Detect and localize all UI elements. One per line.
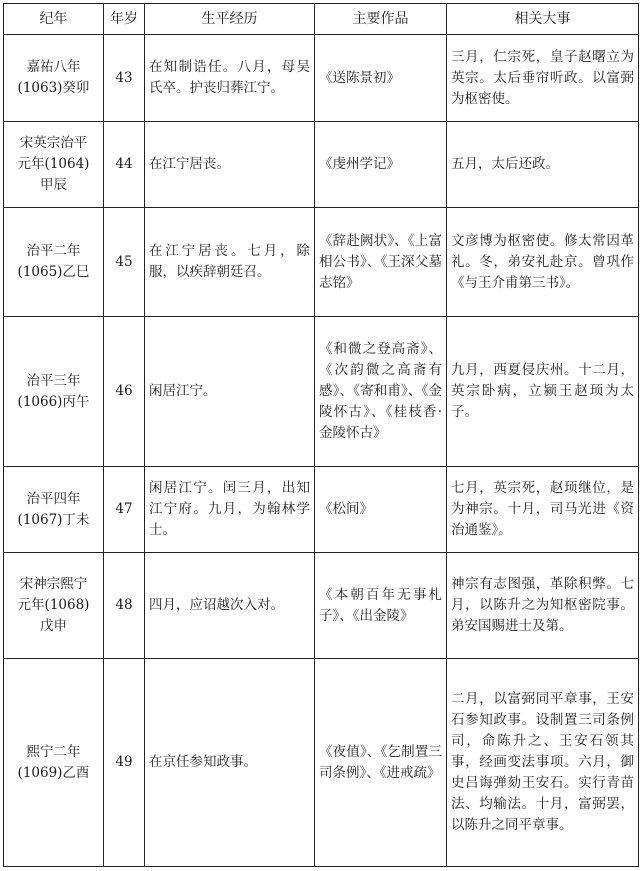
era-line: 宋神宗熙宁 [19, 576, 88, 592]
header-events: 相关大事 [447, 4, 639, 35]
age-cell: 48 [104, 553, 145, 659]
events-cell: 五月，太后还政。 [447, 122, 639, 208]
era-line: 宋英宗治平 [19, 135, 88, 151]
events-cell: 文彦博为枢密使。修太常因革礼。冬，弟安礼赴京。曾巩作《与王介甫第三书》。 [447, 208, 639, 317]
events-cell: 二月，以富弼同平章事，王安石参知政事。设制置三司条例司，命陈升之、王安石领其事，经画变法事项。六月，御史吕诲弹劾王安石。实行青苗法、均输法。十月，富弼罢，以陈升之同平章事。 [447, 659, 639, 867]
table-row [4, 467, 639, 553]
biography-cell: 四月，应诏越次入对。 [145, 553, 315, 659]
header-works: 主要作品 [315, 4, 447, 35]
age-cell: 46 [104, 317, 145, 467]
events-cell: 九月，西夏侵庆州。十二月，英宗卧病，立颍王赵顼为太子。 [447, 317, 639, 467]
era-line: (1063)癸卯 [17, 80, 90, 96]
era-cell [4, 208, 104, 317]
era-line: 治平三年 [26, 372, 81, 389]
era-cell [4, 659, 104, 867]
era-cell [4, 35, 104, 122]
era-cell [4, 467, 104, 553]
era-line: (1067)丁未 [17, 511, 90, 528]
era-line: (1069)乙酉 [17, 764, 90, 781]
era-line: 元年(1064) [17, 156, 90, 172]
table-row [4, 35, 639, 122]
works-cell: 《松间》 [315, 467, 447, 553]
header-row [4, 4, 639, 35]
chronology-table [3, 3, 639, 867]
age-cell: 44 [104, 122, 145, 208]
works-cell: 《夜值》、《乞制置三司条例》、《进戒疏》 [315, 659, 447, 867]
era-cell [4, 553, 104, 659]
works-cell: 《和微之登高斋》、《次韵微之高斋有感》、《寄和甫》、《金陵怀古》、《桂枝香·金陵怀古》 [315, 317, 447, 467]
biography-cell: 在京任参知政事。 [145, 659, 315, 867]
table-row [4, 317, 639, 467]
header-biography: 生平经历 [145, 4, 315, 35]
era-line: 嘉祐八年 [26, 59, 81, 75]
age-cell: 49 [104, 659, 145, 867]
era-line: 戊申 [40, 618, 67, 634]
era-cell [4, 317, 104, 467]
works-cell: 《送陈景初》 [315, 35, 447, 122]
table-row [4, 208, 639, 317]
events-cell: 三月，仁宗死，皇子赵曙立为英宗。太后垂帘听政。以富弼为枢密使。 [447, 35, 639, 122]
era-line: (1066)丙午 [17, 393, 90, 410]
events-cell: 七月，英宗死，赵顼继位，是为神宗。十月，司马光进《资治通鉴》。 [447, 467, 639, 553]
works-cell: 《虔州学记》 [315, 122, 447, 208]
events-cell: 神宗有志图强，革除积弊。七月，以陈升之为知枢密院事。弟安国赐进士及第。 [447, 553, 639, 659]
header-age: 年岁 [104, 4, 145, 35]
table-row [4, 122, 639, 208]
age-cell: 47 [104, 467, 145, 553]
age-cell: 45 [104, 208, 145, 317]
era-line: 治平二年 [26, 243, 81, 259]
table-row [4, 553, 639, 659]
page [3, 3, 639, 867]
era-line: 熙宁二年 [26, 743, 81, 760]
table-row [4, 659, 639, 867]
biography-cell: 在江宁居丧。 [145, 122, 315, 208]
biography-cell: 在知制诰任。八月，母吴氏卒。护丧归葬江宁。 [145, 35, 315, 122]
biography-cell: 在江宁居丧。七月，除服，以疾辞朝廷召。 [145, 208, 315, 317]
era-line: (1065)乙巳 [17, 264, 90, 280]
biography-cell: 闲居江宁。 [145, 317, 315, 467]
works-cell: 《辞赴阙状》、《上富相公书》、《王深父墓志铭》 [315, 208, 447, 317]
biography-cell: 闲居江宁。闰三月，出知江宁府。九月，为翰林学士。 [145, 467, 315, 553]
era-line: 甲辰 [40, 177, 67, 193]
age-cell: 43 [104, 35, 145, 122]
works-cell: 《本朝百年无事札子》、《出金陵》 [315, 553, 447, 659]
header-era: 纪年 [4, 4, 104, 35]
era-line: 治平四年 [26, 490, 81, 507]
era-cell [4, 122, 104, 208]
era-line: 元年(1068) [17, 597, 90, 613]
